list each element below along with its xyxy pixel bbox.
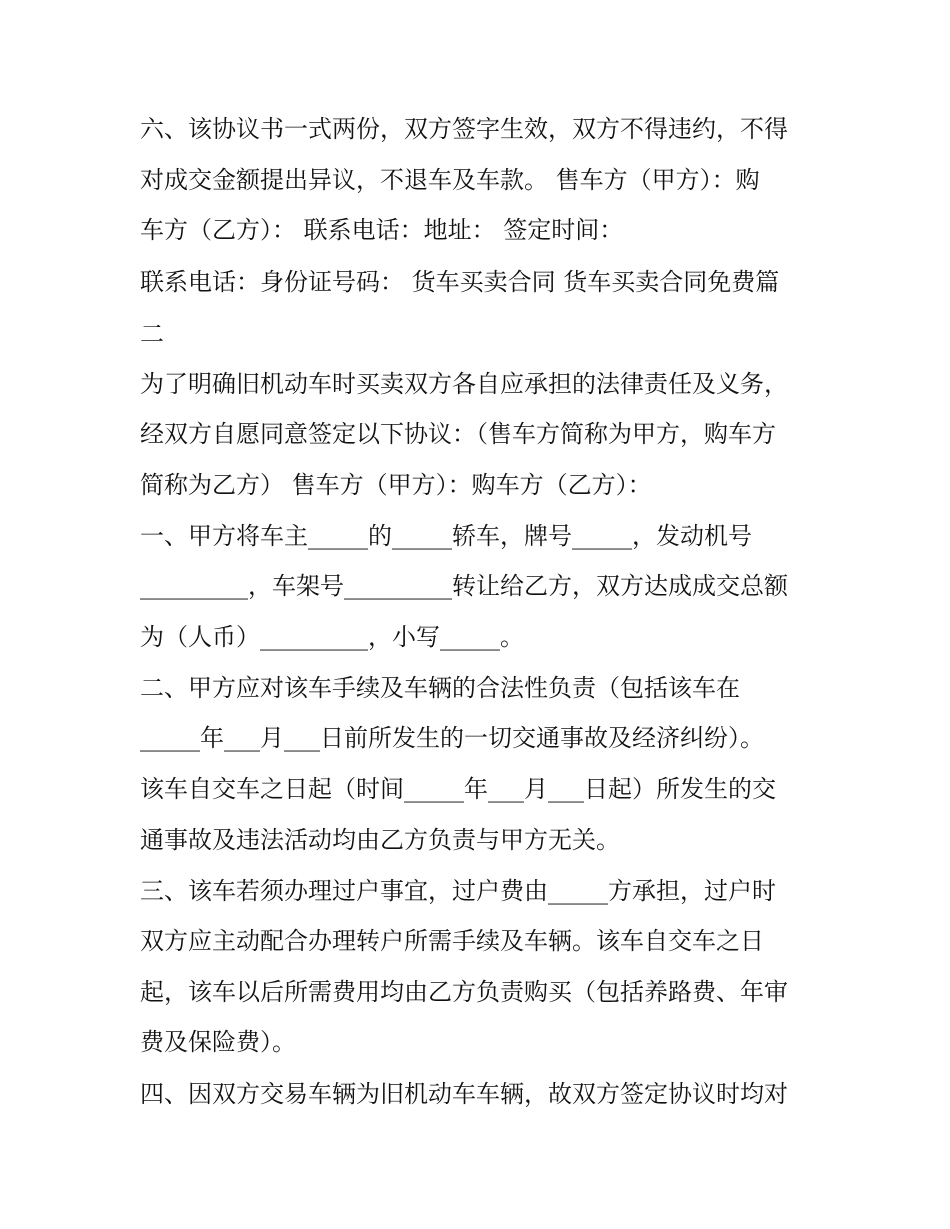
text-line-3: 车方（乙方）： 联系电话：地址： 签定时间： — [140, 216, 624, 244]
text-line-14: 该车自交车之日起（时间_____年___月___日起）所发生的交 — [140, 775, 776, 803]
text-line-8: 简称为乙方） 售车方（甲方）：购车方（乙方）： — [140, 471, 652, 499]
text-line-9: 一、甲方将车主_____的_____轿车，牌号_____，发动机号 — [140, 522, 752, 550]
text-line-4: 联系电话：身份证号码： 货车买卖合同 货车买卖合同免费篇 — [140, 268, 780, 296]
text-line-20: 四、因双方交易车辆为旧机动车车辆，故双方签定协议时均对 — [140, 1080, 788, 1108]
text-line-11: 为（人币）_________，小写_____。 — [140, 623, 524, 651]
text-line-12: 二、甲方应对该车手续及车辆的合法性负责（包括该车在 — [140, 674, 740, 702]
text-line-13: _____年___月___日前所发生的一切交通事故及经济纠纷）。 — [140, 724, 764, 752]
text-line-15: 通事故及违法活动均由乙方负责与甲方无关。 — [140, 826, 620, 854]
text-line-6: 为了明确旧机动车时买卖双方各自应承担的法律责任及义务， — [140, 370, 788, 398]
text-line-7: 经双方自愿同意签定以下协议：（售车方简称为甲方，购车方 — [140, 420, 776, 448]
text-line-10: _________，车架号_________转让给乙方，双方达成成交总额 — [140, 572, 788, 600]
text-line-19: 费及保险费）。 — [140, 1028, 296, 1056]
text-line-18: 起，该车以后所需费用均由乙方负责购买（包括养路费、年审 — [140, 978, 788, 1006]
text-line-5: 二 — [140, 320, 164, 348]
text-line-16: 三、该车若须办理过户事宜，过户费由_____方承担，过户时 — [140, 877, 776, 905]
text-line-2: 对成交金额提出异议，不退车及车款。 售车方（甲方）：购 — [140, 166, 760, 194]
text-line-1: 六、该协议书一式两份，双方签字生效，双方不得违约，不得 — [140, 115, 788, 143]
text-line-17: 双方应主动配合办理转户所需手续及车辆。该车自交车之日 — [140, 927, 764, 955]
